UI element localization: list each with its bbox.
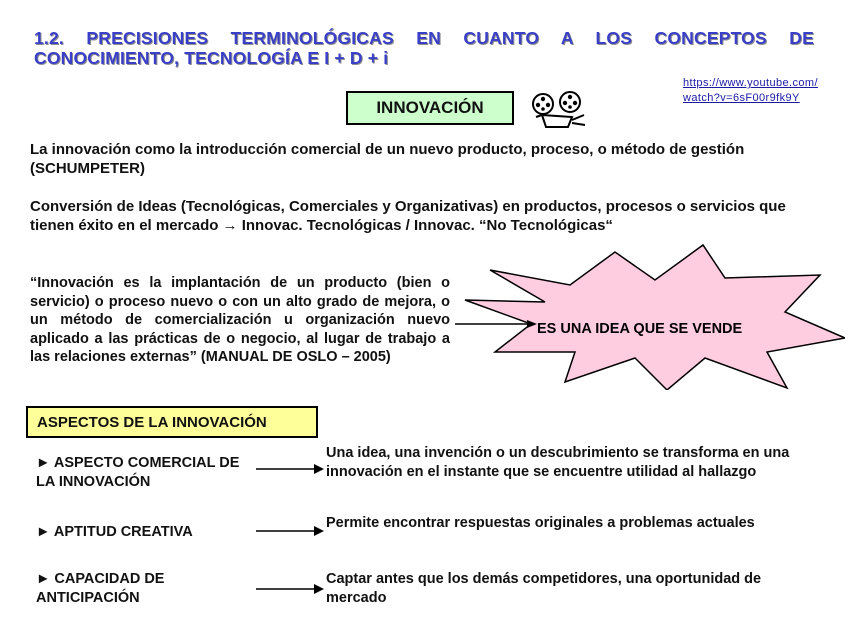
definition-schumpeter: La innovación como la introducción comercial de un nuevo producto, proceso, o método de gestión (SCHUMPETER) <box>30 141 745 177</box>
aspect-desc-anticipation: Captar antes que los demás competidores, una oportunidad de mercado <box>326 571 762 606</box>
youtube-link[interactable]: https://www.youtube.com/watch?v=6sF00r9fk9Y <box>683 77 818 104</box>
aspects-title: ASPECTOS DE LA INNOVACIÓN <box>37 413 267 431</box>
definition-conversion: Conversión de Ideas (Tecnológicas, Comerciales y Organizativas) en productos, procesos o servicios que tienen éxito en el mercado → Innovac. Tecnológicas / Innovac. “No Tecnológicas“ <box>30 198 786 234</box>
innovation-box <box>346 91 514 125</box>
aspect-desc-commercial: Una idea, una invención o un descubrimiento se transforma en una innovación en el instante que se encuentre utilidad al hallazgo <box>326 445 790 480</box>
arrow-right-icon <box>256 525 324 537</box>
idea-starburst <box>455 240 845 390</box>
arrow-right-icon <box>256 463 324 475</box>
oslo-quote: “Innovación es la implantación de un producto (bien o servicio) o proceso nuevo o con un alto grado de mejora, o un método de comercialización u organización nuevo aplicado a las prácticas de o negocio, al lugar de trabajo a las relaciones externas” (MANUAL DE OSLO – 2005) <box>30 275 450 366</box>
starburst-label: ES UNA IDEA QUE SE VENDE <box>537 321 743 337</box>
aspect-label-anticipation: ► CAPACIDAD DE ANTICIPACIÓN <box>36 571 165 606</box>
aspect-label-creative: ► APTITUD CREATIVA <box>36 524 193 540</box>
innovation-box-label: INNOVACIÓN <box>376 98 484 117</box>
film-reel-icon <box>528 87 588 135</box>
aspect-label-commercial: ► ASPECTO COMERCIAL DE LA INNOVACIÓN <box>36 455 240 490</box>
aspects-title-box <box>26 406 318 438</box>
aspect-desc-creative: Permite encontrar respuestas originales a problemas actuales <box>326 515 755 531</box>
page-title: 1.2. PRECISIONES TERMINOLÓGICAS EN CUANTO A LOS CONCEPTOS DE CONOCIMIENTO, TECNOLOGÍA E I + D + i <box>34 28 814 68</box>
arrow-right-icon <box>256 583 324 595</box>
